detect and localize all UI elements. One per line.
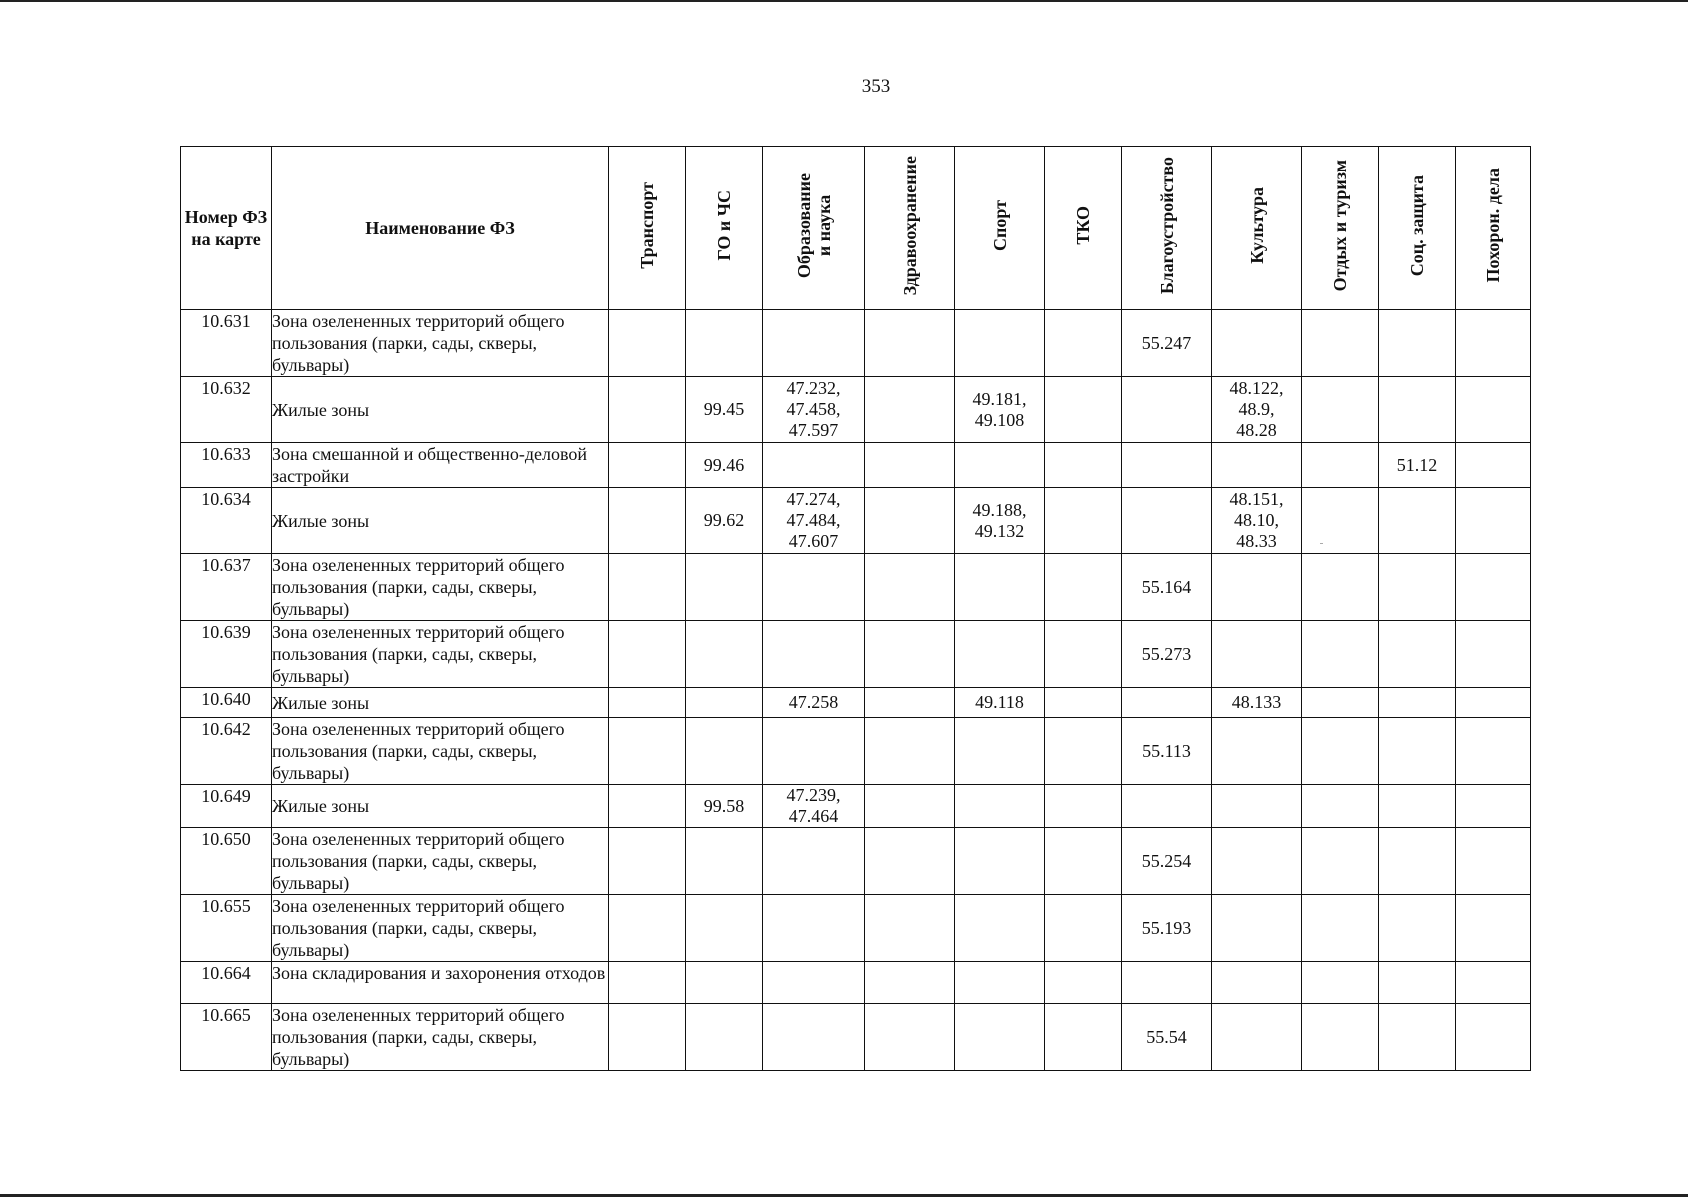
cell-transport: [609, 1004, 686, 1071]
cell-social: [1379, 688, 1456, 718]
cell-go-chs: [686, 310, 763, 377]
zone-number: 10.637: [181, 554, 272, 621]
header-sport: [955, 147, 1045, 310]
cell-transport: [609, 828, 686, 895]
header-education: [763, 147, 865, 310]
table-row: [181, 554, 1531, 621]
cell-healthcare: [865, 1004, 955, 1071]
cell-improvement: 55.247: [1122, 310, 1212, 377]
cell-social: [1379, 488, 1456, 554]
cell-education: [763, 895, 865, 962]
cell-funeral: [1456, 310, 1531, 377]
zone-name: Жилые зоны: [272, 488, 609, 554]
zone-number: 10.664: [181, 962, 272, 1004]
cell-funeral: [1456, 621, 1531, 688]
cell-sport: 49.181, 49.108: [955, 377, 1045, 443]
cell-education: [763, 621, 865, 688]
cell-recreation: [1302, 688, 1379, 718]
table-header-row: [181, 147, 1531, 310]
cell-healthcare: [865, 621, 955, 688]
cell-transport: [609, 621, 686, 688]
cell-education: 47.258: [763, 688, 865, 718]
table-row: [181, 718, 1531, 785]
cell-education: [763, 1004, 865, 1071]
cell-education: 47.239, 47.464: [763, 785, 865, 828]
cell-culture: [1212, 621, 1302, 688]
zone-number: 10.632: [181, 377, 272, 443]
cell-culture: 48.122, 48.9, 48.28: [1212, 377, 1302, 443]
cell-tko: [1045, 962, 1122, 1004]
cell-culture: [1212, 310, 1302, 377]
cell-social: [1379, 895, 1456, 962]
cell-education: [763, 828, 865, 895]
cell-funeral: [1456, 895, 1531, 962]
zone-name: Зона озелененных территорий общего пользования (парки, сады, скверы, бульвары): [272, 1004, 609, 1071]
cell-education: [763, 310, 865, 377]
cell-transport: [609, 688, 686, 718]
cell-tko: [1045, 310, 1122, 377]
header-go-chs-label: ГО и ЧС: [714, 190, 734, 261]
cell-culture: [1212, 554, 1302, 621]
cell-recreation: [1302, 828, 1379, 895]
zone-name: Зона складирования и захоронения отходов: [272, 962, 609, 1004]
cell-sport: 49.188, 49.132: [955, 488, 1045, 554]
cell-healthcare: [865, 785, 955, 828]
cell-social: [1379, 718, 1456, 785]
cell-tko: [1045, 488, 1122, 554]
cell-culture: [1212, 1004, 1302, 1071]
cell-culture: 48.151, 48.10, 48.33: [1212, 488, 1302, 554]
cell-go-chs: [686, 718, 763, 785]
cell-education: [763, 718, 865, 785]
header-tko-label: ТКО: [1073, 206, 1093, 245]
cell-improvement: 55.193: [1122, 895, 1212, 962]
zone-number: 10.639: [181, 621, 272, 688]
cell-sport: [955, 621, 1045, 688]
cell-recreation: [1302, 785, 1379, 828]
cell-improvement: [1122, 377, 1212, 443]
zone-number: 10.631: [181, 310, 272, 377]
table-row: [181, 377, 1531, 443]
cell-transport: [609, 443, 686, 488]
cell-transport: [609, 377, 686, 443]
header-sport-label: Спорт: [989, 200, 1010, 251]
cell-tko: [1045, 718, 1122, 785]
cell-education: [763, 962, 865, 1004]
cell-improvement: 55.273: [1122, 621, 1212, 688]
header-healthcare: [865, 147, 955, 310]
cell-transport: [609, 554, 686, 621]
zone-number: 10.633: [181, 443, 272, 488]
cell-funeral: [1456, 718, 1531, 785]
cell-funeral: [1456, 488, 1531, 554]
cell-improvement: [1122, 962, 1212, 1004]
header-tko: [1045, 147, 1122, 310]
header-healthcare-label: Здравоохранение: [899, 155, 920, 296]
cell-education: [763, 554, 865, 621]
table-row: [181, 1004, 1531, 1071]
cell-funeral: [1456, 443, 1531, 488]
table-body: [181, 310, 1531, 1071]
cell-culture: [1212, 895, 1302, 962]
header-funeral-label: Похорон. дела: [1483, 168, 1503, 283]
cell-funeral: [1456, 554, 1531, 621]
cell-sport: [955, 785, 1045, 828]
cell-healthcare: [865, 828, 955, 895]
header-social-label: Соц. защита: [1407, 174, 1427, 277]
zone-number: 10.655: [181, 895, 272, 962]
cell-education: 47.232, 47.458, 47.597: [763, 377, 865, 443]
zone-name: Зона озелененных территорий общего пользования (парки, сады, скверы, бульвары): [272, 718, 609, 785]
cell-improvement: [1122, 443, 1212, 488]
cell-funeral: [1456, 377, 1531, 443]
header-go-chs: [686, 147, 763, 310]
cell-education: [763, 443, 865, 488]
cell-go-chs: 99.58: [686, 785, 763, 828]
cell-sport: [955, 828, 1045, 895]
cell-sport: 49.118: [955, 688, 1045, 718]
cell-social: [1379, 962, 1456, 1004]
cell-healthcare: [865, 310, 955, 377]
cell-improvement: 55.254: [1122, 828, 1212, 895]
cell-sport: [955, 554, 1045, 621]
header-transport: [609, 147, 686, 310]
cell-sport: [955, 718, 1045, 785]
cell-social: [1379, 621, 1456, 688]
cell-go-chs: 99.45: [686, 377, 763, 443]
zone-name: Зона озелененных территорий общего пользования (парки, сады, скверы, бульвары): [272, 621, 609, 688]
cell-healthcare: [865, 443, 955, 488]
table-row: [181, 828, 1531, 895]
cell-transport: [609, 895, 686, 962]
cell-social: [1379, 785, 1456, 828]
cell-improvement: [1122, 785, 1212, 828]
table-row: [181, 785, 1531, 828]
cell-go-chs: [686, 621, 763, 688]
cell-go-chs: [686, 828, 763, 895]
cell-go-chs: [686, 1004, 763, 1071]
cell-funeral: [1456, 1004, 1531, 1071]
cell-recreation: [1302, 443, 1379, 488]
zone-name: Жилые зоны: [272, 785, 609, 828]
cell-sport: [955, 310, 1045, 377]
cell-culture: [1212, 785, 1302, 828]
cell-sport: [955, 443, 1045, 488]
zone-name: Зона озелененных территорий общего пользования (парки, сады, скверы, бульвары): [272, 554, 609, 621]
cell-transport: [609, 488, 686, 554]
cell-go-chs: 99.46: [686, 443, 763, 488]
header-name-label: Наименование ФЗ: [365, 218, 515, 238]
header-improvement: [1122, 147, 1212, 310]
cell-tko: [1045, 828, 1122, 895]
header-improvement-label: Благоустройство: [1156, 156, 1177, 295]
cell-funeral: [1456, 962, 1531, 1004]
scan-bottom-edge: [0, 1194, 1688, 1197]
header-social: [1379, 147, 1456, 310]
zone-name: Зона смешанной и общественно-деловой застройки: [272, 443, 609, 488]
cell-healthcare: [865, 554, 955, 621]
cell-recreation: [1302, 1004, 1379, 1071]
table-row: [181, 488, 1531, 554]
header-culture: [1212, 147, 1302, 310]
cell-recreation: [1302, 310, 1379, 377]
cell-social: [1379, 554, 1456, 621]
cell-improvement: [1122, 488, 1212, 554]
header-culture-label: Культура: [1246, 187, 1267, 264]
zone-name: Жилые зоны: [272, 688, 609, 718]
cell-transport: [609, 310, 686, 377]
cell-transport: [609, 718, 686, 785]
table-row: [181, 895, 1531, 962]
cell-social: [1379, 377, 1456, 443]
zone-name: Жилые зоны: [272, 377, 609, 443]
zone-name: Зона озелененных территорий общего пользования (парки, сады, скверы, бульвары): [272, 895, 609, 962]
cell-healthcare: [865, 962, 955, 1004]
cell-transport: [609, 962, 686, 1004]
cell-culture: 48.133: [1212, 688, 1302, 718]
cell-education: 47.274, 47.484, 47.607: [763, 488, 865, 554]
cell-improvement: 55.54: [1122, 1004, 1212, 1071]
cell-go-chs: [686, 688, 763, 718]
cell-tko: [1045, 688, 1122, 718]
cell-healthcare: [865, 688, 955, 718]
cell-healthcare: [865, 718, 955, 785]
cell-culture: [1212, 443, 1302, 488]
zone-number: 10.642: [181, 718, 272, 785]
cell-go-chs: 99.62: [686, 488, 763, 554]
cell-tko: [1045, 443, 1122, 488]
cell-recreation: [1302, 718, 1379, 785]
zone-number: 10.665: [181, 1004, 272, 1071]
scan-speck: [1320, 543, 1323, 544]
cell-recreation: [1302, 554, 1379, 621]
cell-go-chs: [686, 895, 763, 962]
cell-tko: [1045, 895, 1122, 962]
cell-go-chs: [686, 554, 763, 621]
cell-transport: [609, 785, 686, 828]
cell-tko: [1045, 377, 1122, 443]
cell-social: [1379, 310, 1456, 377]
cell-funeral: [1456, 688, 1531, 718]
cell-social: 51.12: [1379, 443, 1456, 488]
cell-tko: [1045, 621, 1122, 688]
zone-number: 10.640: [181, 688, 272, 718]
cell-recreation: [1302, 488, 1379, 554]
header-number: [181, 147, 272, 310]
cell-healthcare: [865, 895, 955, 962]
zones-table: [180, 146, 1531, 1071]
table-row: [181, 688, 1531, 718]
table-row: [181, 621, 1531, 688]
cell-culture: [1212, 828, 1302, 895]
zone-name: Зона озелененных территорий общего пользования (парки, сады, скверы, бульвары): [272, 828, 609, 895]
cell-tko: [1045, 785, 1122, 828]
scan-top-edge: [0, 0, 1688, 2]
header-name: [272, 147, 609, 310]
header-number-label: Номер ФЗ на карте: [184, 207, 268, 249]
table-row: [181, 310, 1531, 377]
cell-culture: [1212, 718, 1302, 785]
cell-social: [1379, 828, 1456, 895]
cell-sport: [955, 962, 1045, 1004]
cell-recreation: [1302, 377, 1379, 443]
table-row: [181, 962, 1531, 1004]
cell-tko: [1045, 1004, 1122, 1071]
cell-recreation: [1302, 962, 1379, 1004]
page-number: 353: [861, 76, 891, 97]
zone-number: 10.650: [181, 828, 272, 895]
header-recreation-label: Отдых и туризм: [1330, 159, 1350, 292]
cell-healthcare: [865, 488, 955, 554]
cell-social: [1379, 1004, 1456, 1071]
cell-go-chs: [686, 962, 763, 1004]
cell-sport: [955, 1004, 1045, 1071]
cell-healthcare: [865, 377, 955, 443]
cell-improvement: [1122, 688, 1212, 718]
cell-funeral: [1456, 828, 1531, 895]
header-transport-label: Транспорт: [637, 182, 657, 269]
zone-name: Зона озелененных территорий общего пользования (парки, сады, скверы, бульвары): [272, 310, 609, 377]
cell-culture: [1212, 962, 1302, 1004]
cell-improvement: 55.164: [1122, 554, 1212, 621]
header-recreation: [1302, 147, 1379, 310]
cell-recreation: [1302, 895, 1379, 962]
cell-funeral: [1456, 785, 1531, 828]
zone-number: 10.634: [181, 488, 272, 554]
header-funeral: [1456, 147, 1531, 310]
cell-recreation: [1302, 621, 1379, 688]
zone-number: 10.649: [181, 785, 272, 828]
header-education-label: Образование и наука: [793, 172, 834, 279]
cell-sport: [955, 895, 1045, 962]
cell-improvement: 55.113: [1122, 718, 1212, 785]
cell-tko: [1045, 554, 1122, 621]
table-row: [181, 443, 1531, 488]
